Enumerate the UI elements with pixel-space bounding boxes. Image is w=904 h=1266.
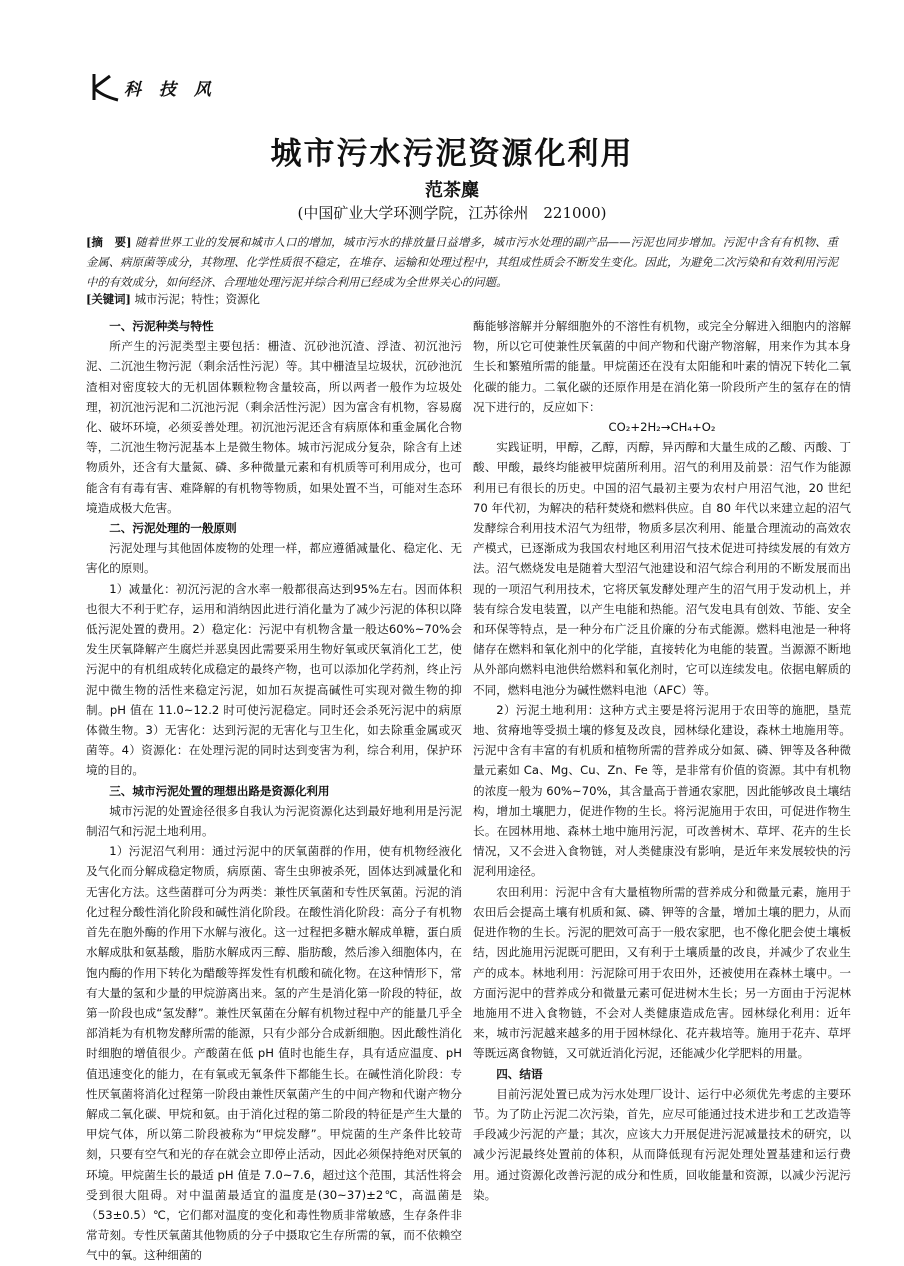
body-paragraph: 1）减量化：初沉污泥的含水率一般都很高达到95%左右。因而体积也很大不利于贮存，运用和消纳因此进行消化量为了减少污泥的体积以降低污泥处置的费用。2）稳定化：污泥中有机物含量一般达60%~70%会发生厌氧降解产生腐烂并恶臭因此需要采用生物好氧或厌氧消化工艺，使污泥中的有机组成转化成稳定的最终产物，也可以添加化学药剂，终止污泥中微生物的活性来稳定污泥，如加石灰提高碱性可实现对微生物的抑制。pH 值在 11.0~12.2 时可使污泥稳定。同时还会杀死污泥中的病原体微生物。3）无害化：达到污泥的无害化与卫生化，如去除重金属或灭菌等。4）资源化：在处理污泥的同时达到变害为利，综合利用，保护环境的目的。 bbox=[86, 581, 462, 778]
keywords bbox=[86, 290, 838, 308]
journal-logo-icon bbox=[88, 70, 122, 104]
section-heading: 三、城市污泥处置的理想出路是资源化利用 bbox=[109, 783, 330, 798]
abstract-label: [摘 要] bbox=[86, 235, 132, 249]
body-paragraph: 实践证明，甲醇，乙醇，丙醇，异丙醇和大量生成的乙酸、丙酸、丁酸、甲酸，最终均能被甲烷菌所利用。沼气的利用及前景：沼气作为能源利用已有很长的历史。中国的沼气最初主要为农村户用沼气池，20 世纪 70 年代初，为解决的秸秆焚烧和燃料供应。自 80 年代以来建立起的沼气发酵综合利用技术沼气为纽带，物质多层次利用、能量合理流动的高效农产模式，已逐渐成为我国农村地区利用沼气技术促进可持续发展的有效方法。沼气燃烧发电是随着大型沼气池建设和沼气综合利用的不断发展而出现的一项沼气利用技术，它将厌氧发酵处理产生的沼气用于发动机上，并装有综合发电装置，以产生电能和热能。沼气发电具有创效、节能、安全和环保等特点，是一种分布广泛且价廉的分布式能源。燃料电池是一种将储存在燃料和氧化剂中的化学能，直接转化为电能的装置。当源源不断地从外部向燃料电池供给燃料和氧化剂时，它可以连续发电。依据电解质的不同，燃料电池分为碱性燃料电池（AFC）等。 bbox=[473, 440, 851, 697]
abstract-text: 随着世界工业的发展和城市人口的增加，城市污水的排放量日益增多，城市污水处理的副产品——污泥也同步增加。污泥中含有有机物、重金属、病原菌等成分，其物理、化学性质很不稳定，在堆存、运输和处理过程中，其组成性质会不断发生变化。因此，为避免二次污染和有效利用污泥中的有效成分，如何经济、合理地处理污泥并综合利用已经成为全世界关心的问题。 bbox=[86, 235, 839, 289]
body-paragraph: CO₂+2H₂→CH₄+O₂ bbox=[608, 420, 716, 435]
author-name: 范茶麋 bbox=[425, 180, 479, 201]
body-paragraph: 农田利用：污泥中含有大量植物所需的营养成分和微量元素，施用于农田后会提高土壤有机质和氮、磷、钾等的含量，增加土壤的肥力，从而促进作物的生长。污泥的肥效可高于一般农家肥，也不像化肥会使土壤板结，因此施用污泥既可肥田，又有利于土壤质量的改良，并减少了农业生产的成本。林地利用：污泥除可用于农田外，还被使用在森林土壤中。一方面污泥中的营养成分和微量元素可促进树木生长；另一方面由于污泥林地施用不进入食物链，不会对人类健康造成危害。园林绿化利用：近年来，城市污泥越来越多的用于园林绿化、花卉栽培等。施用于花卉、草坪等既远离食物链，又可就近消化污泥，还能减少化学肥料的用量。 bbox=[473, 884, 851, 1061]
body-column-left bbox=[86, 316, 462, 1266]
author-affiliation: (中国矿业大学环测学院，江苏徐州 221000) bbox=[297, 204, 607, 222]
body-paragraph: 酶能够溶解并分解细胞外的不溶性有机物，或完全分解进入细胞内的溶解物，所以它可使兼性厌氧菌的中间产物和代谢产物溶解，用来作为其本身生长和繁殖所需的能量。甲烷菌还在没有太阳能和叶素的情况下转化二氧化碳的能力。二氧化碳的还原作用是在消化第一阶段所产生的氢存在的情况下进行的，反应如下： bbox=[473, 319, 851, 414]
keywords-text: 城市污泥；特性；资源化 bbox=[134, 292, 260, 306]
keywords-label: [关键词] bbox=[86, 292, 131, 306]
body-paragraph: 污泥处理与其他固体废物的处理一样，都应遵循减量化、稳定化、无害化的原则。 bbox=[86, 541, 462, 576]
section-heading: 一、污泥种类与特性 bbox=[109, 319, 214, 333]
body-paragraph: 城市污泥的处置途径很多自我认为污泥资源化达到最好地利用是污泥制沼气和污泥土地利用。 bbox=[86, 803, 462, 839]
section-heading: 二、污泥处理的一般原则 bbox=[109, 521, 237, 536]
paper-title: 城市污水污泥资源化利用 bbox=[270, 136, 634, 172]
section-heading: 四、结语 bbox=[496, 1066, 543, 1081]
body-column-right bbox=[473, 316, 851, 1205]
body-paragraph: 所产生的污泥类型主要包括：栅渣、沉砂池沉渣、浮渣、初沉池污泥、二沉池生物污泥（剩余活性污泥）等。其中栅渣呈垃圾状，沉砂池沉渣相对密度较大的无机固体颗粒物含量较高，所以两者一般作为垃圾处理，初沉池污泥和二沉池污泥（剩余活性污泥）因为富含有机物，容易腐化、破坏环境，必须妥善处理。初沉池污泥还含有病原体和重金属化合物等，二沉池生物污泥基本上是微生物体。城市污泥成分复杂，除含有上述物质外，还含有大量氮、磷、多种微量元素和有机质等可利用成分，也可能含有有毒有害、难降解的有机物等物质，如果处置不当，可能对生态环境造成极大危害。 bbox=[86, 339, 462, 515]
abstract bbox=[86, 232, 838, 292]
body-paragraph: 目前污泥处置已成为污水处理厂设计、运行中必须优先考虑的主要环节。为了防止污泥二次污染，首先，应尽可能通过技术进步和工艺改造等手段减少污泥的产量；其次，应该大力开展促进污泥减量技术的研究，以减少污泥最终处置前的体积，从而降低现有污泥处理处置基建和运行费用。通过资源化改善污泥的成分和性质，回收能量和资源，以减少污泥污染。 bbox=[473, 1086, 851, 1202]
body-paragraph: 1）污泥沼气利用：通过污泥中的厌氧菌群的作用，使有机物经液化及气化而分解成稳定物质，病原菌、寄生虫卵被杀死，固体达到减量化和无害化方法。这些菌群可分为两类：兼性厌氧菌和专性厌氧菌。污泥的消化过程分酸性消化阶段和碱性消化阶段。在酸性消化阶段：高分子有机物首先在胞外酶的作用下水解与液化。这一过程把多糖水解成单糖，蛋白质水解成肽和氨基酸，脂肪水解成丙三醇、脂肪酸，然后渗入细胞体内，在饱内酶的作用下转化为醋酸等挥发性有机酸和硫化物。在这种情形下，常有大量的氢和少量的甲烷游离出来。氢的产生是消化第一阶段的特征，故第一阶段也成“氢发酵”。兼性厌氧菌在分解有机物过程中产的能量几乎全部消耗为有机物发酵所需的能源，只有少部分合成新细胞。因此酸性消化时细胞的增值很少。产酸菌在低 pH 值时也能生存，具有适应温度、pH 值迅速变化的能力，在有氧或无氧条件下都能生长。在碱性消化阶段：专性厌氧菌将消化过程第一阶段由兼性厌氧菌产生的中间产物和代谢产物分解成二氧化碳、甲烷和氨。由于消化过程的第二阶段的特征是产生大量的甲烷气体，所以第二阶段被称为“甲烷发酵”。甲烷菌的生产条件比较苛刻，只要有空气和光的存在就会立即停止活动，因此必须保持绝对厌氧的环境。甲烷菌生长的最适 pH 值是 7.0~7.6，超过这个范围，其活性将会受到很大阻碍。对中温菌最适宜的温度是(30~37)±2℃，高温菌是（53±0.5）℃，它们都对温度的变化和毒性物质非常敏感，生存条件非常苛刻。专性厌氧菌其他物质的分子中摄取它生存所需的氧，而不依赖空气中的氧。这种细菌的 bbox=[86, 844, 462, 1263]
body-paragraph: 2）污泥土地利用：这种方式主要是将污泥用于农田等的施肥，垦荒地、贫瘠地等受损土壤的修复及改良，园林绿化建设，森林土地施用等。污泥中含有丰富的有机质和植物所需的营养成分如氮、磷、钾等及各种微量元素如 Ca、Mg、Cu、Zn、Fe 等，是非常有价值的资源。其中有机物的浓度一般为 60%~70%，其含量高于普通农家肥，因此能够改良土壤结构，增加土壤肥力，促进作物的生长。将污泥施用于农田，可促进作物生长。在园林用地、森林土地中施用污泥，可改善树木、草坪、花卉的生长情况，又不会进入食物链，对人类健康没有影响，是近年来发展较快的污泥利用途径。 bbox=[473, 702, 851, 879]
journal-name: 科 技 风 bbox=[124, 79, 217, 100]
journal-logo bbox=[88, 70, 217, 104]
